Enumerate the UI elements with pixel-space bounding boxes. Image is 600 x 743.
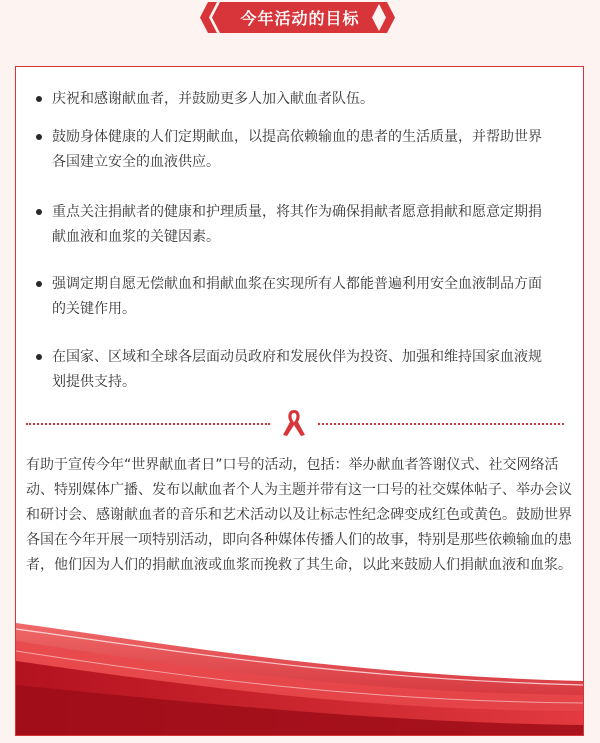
- list-item: [52, 200, 552, 250]
- divider-left: [26, 423, 270, 425]
- goal-text: 鼓励身体健康的人们定期献血，以提高依赖输血的患者的生活质量，并帮助世界各国建立安全的血液供应。: [52, 129, 542, 170]
- goal-text: 在国家、区域和全球各层面动员政府和发展伙伴为投资、加强和维持国家血液规划提供支持。: [52, 349, 542, 390]
- bullet-dot-icon: [36, 354, 42, 360]
- list-item: [52, 125, 552, 175]
- list-item: [52, 345, 552, 395]
- content-card: [15, 66, 584, 736]
- page-title: 今年活动的目标: [240, 9, 360, 28]
- red-ribbon-icon: [280, 408, 308, 438]
- list-item: [52, 87, 552, 112]
- goal-text: 强调定期自愿无偿献血和捐献血浆在实现所有人都能普遍利用安全血液制品方面的关键作用。: [52, 276, 542, 317]
- decorative-wave: [16, 615, 583, 735]
- bullet-dot-icon: [36, 209, 42, 215]
- bullet-dot-icon: [36, 281, 42, 287]
- bullet-dot-icon: [36, 96, 42, 102]
- bullet-dot-icon: [36, 134, 42, 140]
- section-header: [0, 0, 600, 40]
- goal-text: 庆祝和感谢献血者，并鼓励更多人加入献血者队伍。: [52, 91, 374, 107]
- title-banner: [200, 1, 400, 34]
- activities-paragraph: 有助于宣传今年“世界献血者日”口号的活动，包括：举办献血者答谢仪式、社交网络活动、特别媒体广播、发布以献血者个人为主题并带有这一口号的社交媒体帖子、举办会议和研讨会、感谢献血者的音乐和艺术活动以及让标志性纪念碑变成红色或黄色。鼓励世界各国在今年开展一项特别活动，即向各种媒体传播人们的故事，特别是那些依赖输血的患者，他们因为人们的捐献血液或血浆而挽救了其生命，以此来鼓励人们捐献血液和血浆。: [26, 457, 572, 573]
- divider-right: [318, 423, 564, 425]
- list-item: [52, 272, 552, 322]
- goal-text: 重点关注捐献者的健康和护理质量，将其作为确保捐献者愿意捐献和愿意定期捐献血液和血浆的关键因素。: [52, 204, 542, 245]
